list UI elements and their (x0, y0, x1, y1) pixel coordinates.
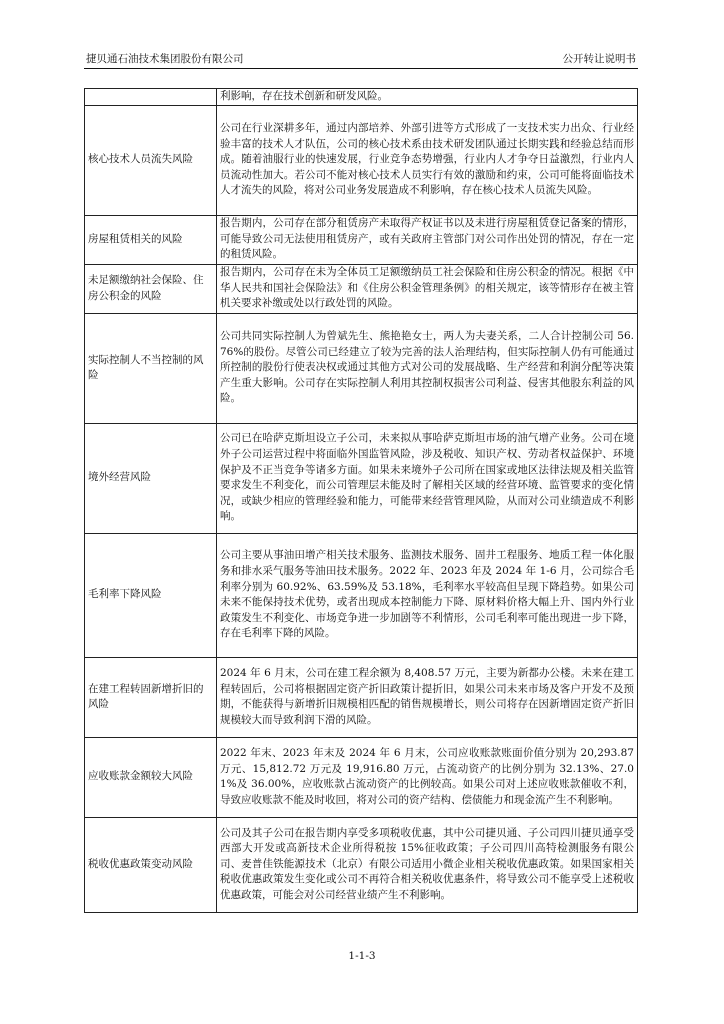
risk-table (84, 88, 638, 913)
table-row (85, 737, 638, 817)
risk-description: 公司及其子公司在报告期内享受多项税收优惠，其中公司捷贝通、子公司四川捷贝通享受西部大开发或高新技术企业所得税按 15%征收政策；子公司四川高特检测服务有限公司、麦普佳铁能源技术（北京）有限公司适用小微企业相关税收优惠政策。如果国家相关税收优惠政策发生变化或公司不再符合相关税收优惠条件，将导致公司不能享受上述税收优惠政策，可能会对公司经营业绩产生不利影响。 (217, 817, 638, 912)
risk-description: 公司在行业深耕多年，通过内部培养、外部引进等方式形成了一支技术实力出众、行业经验丰富的技术人才队伍，公司的核心技术系由技术研发团队通过长期实践和经验总结而形成。随着油服行业的快速发展，行业竞争态势增强，行业内人才争夺日益激烈，行业内人员流动性加大。若公司不能对核心技术人员实行有效的激励和约束，公司可能将面临技术人才流失的风险，将对公司业务发展造成不利影响，存在核心技术人员流失风险。 (217, 105, 638, 215)
risk-name: 应收账款金额较大风险 (85, 737, 217, 817)
table-row (85, 264, 638, 313)
table-row (85, 817, 638, 912)
risk-name: 境外经营风险 (85, 423, 217, 533)
risk-name: 核心技术人员流失风险 (85, 105, 217, 215)
risk-name: 房屋租赁相关的风险 (85, 215, 217, 264)
risk-description: 公司已在哈萨克斯坦设立子公司，未来拟从事哈萨克斯坦市场的油气增产业务。公司在境外子公司运营过程中将面临外国监管风险，涉及税收、知识产权、劳动者权益保护、环境保护及不正当竞争等诸多方面。如果未来境外子公司所在国家或地区法律法规及相关监管要求发生不利变化，而公司管理层未能及时了解相关区域的经营环境、监管要求的变化情况，或缺少相应的管理经验和能力，可能带来经营管理风险，从而对公司业绩造成不利影响。 (217, 423, 638, 533)
risk-description: 2022 年末、2023 年末及 2024 年 6 月末，公司应收账款账面价值分别为 20,293.87 万元、15,812.72 万元及 19,916.80 万元，占流动资产的比例分别为 32.13%、27.01%及 36.00%，应收账款占流动资产的比例较高。如果公司对上述应收账款催收不利，导致应收账款不能及时收回，将对公司的资产结构、偿债能力和现金流产生不利影响。 (217, 737, 638, 817)
risk-description: 公司共同实际控制人为曾斌先生、熊艳艳女士，两人为夫妻关系，二人合计控制公司 56.76%的股份。尽管公司已经建立了较为完善的法人治理结构，但实际控制人仍有可能通过所控制的股份行使表决权或通过其他方式对公司的发展战略、生产经营和利润分配等决策产生重大影响。公司存在实际控制人利用其控制权损害公司利益、侵害其他股东利益的风险。 (217, 313, 638, 423)
header-divider (84, 68, 638, 69)
table-row (85, 215, 638, 264)
risk-description: 公司主要从事油田增产相关技术服务、监测技术服务、固井工程服务、地质工程一体化服务和排水采气服务等油田技术服务。2022 年、2023 年及 2024 年 1-6 月，公司综合毛利率分别为 60.92%、63.59%及 53.18%，毛利率水平较高但呈现下降趋势。如果公司未来不能保持技术优势，或者出现成本控制能力下降、原材料价格大幅上升、国内外行业政策发生不利变化、市场竞争进一步加剧等不利情形，公司毛利率可能出现进一步下降，存在毛利率下降的风险。 (217, 533, 638, 657)
risk-name (85, 89, 217, 106)
risk-name: 实际控制人不当控制的风险 (85, 313, 217, 423)
risk-description: 2024 年 6 月末，公司在建工程余额为 8,408.57 万元，主要为新都办公楼。未来在建工程转固后，公司将根据固定资产折旧政策计提折旧，如果公司未来市场及客户开发不及预期，不能获得与新增折旧规模相匹配的销售规模增长，则公司将存在因新增固定资产折旧规模较大而导致利润下滑的风险。 (217, 657, 638, 737)
table-row (85, 533, 638, 657)
table-row (85, 105, 638, 215)
table-row (85, 657, 638, 737)
page-header (84, 52, 638, 66)
company-name: 捷贝通石油技术集团股份有限公司 (86, 53, 244, 65)
risk-name: 税收优惠政策变动风险 (85, 817, 217, 912)
risk-description: 报告期内，公司存在部分租赁房产未取得产权证书以及未进行房屋租赁登记备案的情形，可能导致公司无法使用租赁房产，或有关政府主管部门对公司作出处罚的情况，存在一定的租赁风险。 (217, 215, 638, 264)
risk-description: 利影响，存在技术创新和研发风险。 (217, 89, 638, 106)
risk-description: 报告期内，公司存在未为全体员工足额缴纳员工社会保险和住房公积金的情况。根据《中华人民共和国社会保险法》和《住房公积金管理条例》的相关规定，该等情形存在被主管机关要求补缴或处以行政处罚的风险。 (217, 264, 638, 313)
risk-name: 毛利率下降风险 (85, 533, 217, 657)
document-title: 公开转让说明书 (562, 53, 636, 65)
risk-name: 未足额缴纳社会保险、住房公积金的风险 (85, 264, 217, 313)
table-row (85, 423, 638, 533)
risk-name: 在建工程转固新增折旧的风险 (85, 657, 217, 737)
table-row (85, 89, 638, 106)
table-row (85, 313, 638, 423)
page-number: 1-1-3 (348, 950, 376, 962)
